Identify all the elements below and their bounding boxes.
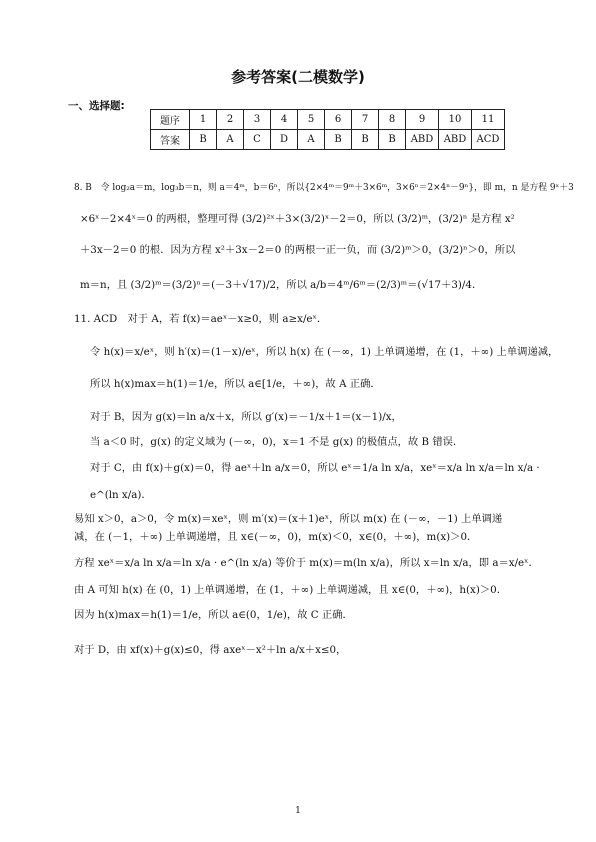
solution-line-q11-8: 易知 x＞0，a＞0，令 m(x)＝xeˣ，则 m′(x)＝(x＋1)eˣ，所以 m(x) 在 (－∞，－1) 上单调递 — [74, 513, 503, 525]
section-heading: 一、选择题: — [68, 100, 125, 112]
solution-line-q11-9: 减，在 (－1，＋∞) 上单调递增，且 x∈(－∞，0)，m(x)＜0，x∈(0，＋∞)，m(x)＞0． — [74, 531, 478, 543]
table-cell: A — [298, 130, 325, 150]
table-cell: 9 — [406, 110, 439, 130]
table-cell: C — [244, 130, 271, 150]
table-cell: 8 — [379, 110, 406, 130]
answer-table — [150, 109, 505, 150]
solution-line-q11-13: 对于 D，由 xf(x)＋g(x)≤0，得 axeˣ－x²＋ln a/x＋x≤0， — [74, 644, 347, 656]
table-cell: 5 — [298, 110, 325, 130]
table-cell: B — [190, 130, 217, 150]
solution-line-q8-3: ＋3x－2＝0 的根．因为方程 x²＋3x－2＝0 的两根一正一负，而 (3/2)ᵐ＞0，(3/2)ⁿ＞0，所以 — [80, 244, 516, 256]
page-number: 1 — [295, 806, 301, 816]
table-cell: 7 — [352, 110, 379, 130]
solution-line-q8-1: 8. B 令 log₂a＝m，log₃b＝n，则 a＝4ᵐ，b＝6ⁿ，所以{2×4ᵐ＝9ᵐ＋3×6ᵐ，3×6ⁿ＝2×4ⁿ－9ⁿ}，即 m，n 是方程 9ˣ＋3 — [74, 183, 574, 193]
page-title: 参考答案(二模数学) — [231, 68, 365, 86]
table-cell: ACD — [472, 130, 505, 150]
table-cell: 2 — [217, 110, 244, 130]
table-cell: B — [379, 130, 406, 150]
table-cell: 11 — [472, 110, 505, 130]
table-cell: 1 — [190, 110, 217, 130]
table-cell: ABD — [439, 130, 472, 150]
table-cell: A — [217, 130, 244, 150]
solution-line-q11-5: 当 a＜0 时，g(x) 的定义域为 (－∞，0)，x＝1 不是 g(x) 的极值点，故 B 错误． — [90, 436, 464, 448]
solution-line-q11-1: 11. ACD 对于 A，若 f(x)＝aeˣ－x≥0，则 a≥x/eˣ． — [74, 313, 328, 325]
table-cell: ABD — [406, 130, 439, 150]
table-row — [151, 130, 505, 150]
solution-line-q11-2: 令 h(x)＝x/eˣ，则 h′(x)＝(1－x)/eˣ，所以 h(x) 在 (－∞，1) 上单调递增，在 (1，＋∞) 上单调递减， — [90, 346, 559, 358]
solution-line-q11-4: 对于 B，因为 g(x)＝ln a/x＋x，所以 g′(x)＝－1/x＋1＝(x－1)/x， — [90, 411, 402, 423]
solution-line-q11-6: 对于 C，由 f(x)＋g(x)＝0，得 aeˣ＋ln a/x＝0，所以 eˣ＝1/a ln x/a，xeˣ＝x/a ln x/a＝ln x/a · — [90, 462, 540, 474]
table-cell: D — [271, 130, 298, 150]
table-cell: 4 — [271, 110, 298, 130]
table-cell: 题序 — [151, 110, 190, 130]
table-cell: 6 — [325, 110, 352, 130]
table-cell: 10 — [439, 110, 472, 130]
solution-line-q11-11: 由 A 可知 h(x) 在 (0，1) 上单调递增，在 (1，＋∞) 上单调递减，且 x∈(0，＋∞)，h(x)＞0． — [74, 584, 508, 596]
solution-line-q11-3: 所以 h(x)max＝h(1)＝1/e，所以 a∈[1/e，＋∞)，故 A 正确． — [90, 378, 381, 390]
table-cell: 答案 — [151, 130, 190, 150]
table-row — [151, 110, 505, 130]
table-cell: 3 — [244, 110, 271, 130]
solution-line-q11-10: 方程 xeˣ＝x/a ln x/a＝ln x/a · e^(ln x/a) 等价于 m(x)＝m(ln x/a)，所以 x＝ln x/a，即 a＝x/eˣ． — [74, 557, 539, 569]
solution-line-q8-4: m＝n，且 (3/2)ᵐ＝(3/2)ⁿ＝(－3＋√17)/2，所以 a/b＝4ᵐ/6ᵐ＝(2/3)ᵐ＝(√17＋3)/4． — [80, 279, 483, 291]
table-cell: B — [352, 130, 379, 150]
solution-line-q11-12: 因为 h(x)max＝h(1)＝1/e，所以 a∈(0，1/e)，故 C 正确． — [74, 609, 353, 621]
solution-line-q11-7: e^(ln x/a)． — [90, 489, 152, 501]
table-cell: B — [325, 130, 352, 150]
solution-line-q8-2: ×6ˣ－2×4ˣ＝0 的两根，整理可得 (3/2)²ˣ＋3×(3/2)ˣ－2＝0，所以 (3/2)ᵐ，(3/2)ⁿ 是方程 x² — [80, 213, 515, 225]
